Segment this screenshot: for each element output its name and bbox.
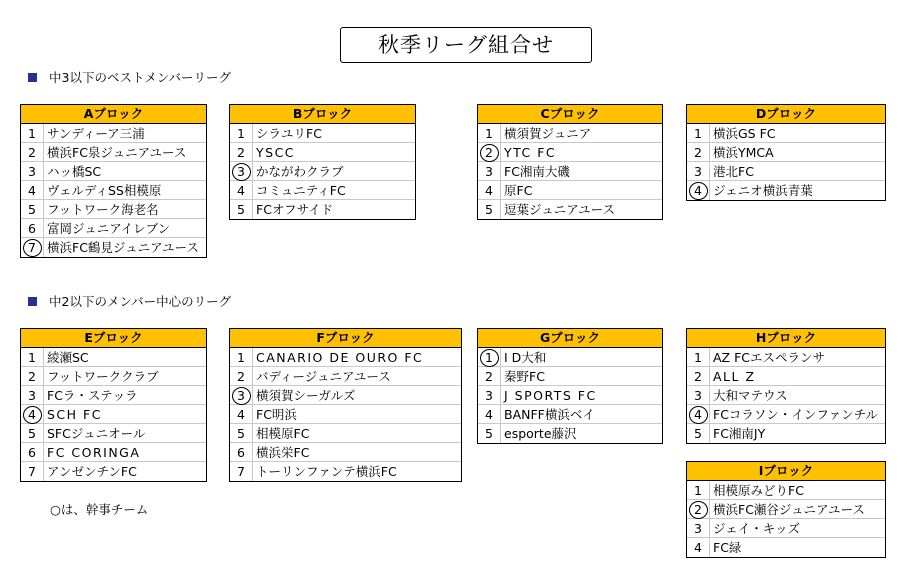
- team-number: 1: [21, 124, 44, 142]
- team-name: SFCジュニオール: [47, 426, 146, 441]
- block-i: [686, 461, 886, 558]
- team-number: 2: [230, 143, 253, 161]
- team-name: 相模原みどりFC: [713, 483, 804, 498]
- team-name: ヴェルディSS相模原: [47, 183, 162, 198]
- team-row: [21, 143, 206, 162]
- block-header: Dブロック: [687, 105, 885, 124]
- team-name: 大和マテウス: [713, 388, 788, 403]
- team-number: 6: [230, 443, 253, 461]
- team-name: ハッ橋SC: [47, 164, 102, 179]
- team-row: [478, 405, 662, 424]
- team-row: [478, 348, 662, 367]
- team-number: 1: [687, 348, 710, 366]
- team-name: コミュニティFC: [256, 183, 346, 198]
- block-c: [477, 104, 663, 220]
- team-number: 4: [687, 538, 710, 557]
- host-team-number: 1: [478, 348, 501, 366]
- team-number: 5: [230, 424, 253, 442]
- host-team-number: 2: [478, 143, 501, 161]
- host-team-number: 3: [230, 162, 253, 180]
- team-row: [687, 424, 885, 443]
- team-name: FCラ・ステッラ: [47, 388, 138, 403]
- host-team-number: 2: [687, 500, 710, 518]
- host-team-note: ○は、幹事チーム: [50, 502, 149, 517]
- team-row: [687, 367, 885, 386]
- team-row: [687, 519, 885, 538]
- team-number: 3: [687, 386, 710, 404]
- team-row: [478, 386, 662, 405]
- team-number: 2: [687, 367, 710, 385]
- team-row: [478, 367, 662, 386]
- team-name: トーリンファンテ横浜FC: [256, 464, 397, 479]
- team-name: SCH FC: [47, 407, 102, 422]
- team-number: 6: [21, 219, 44, 237]
- block-d: [686, 104, 886, 201]
- team-row: [478, 424, 662, 443]
- team-name: FCコラソン・インファンチル: [713, 407, 879, 422]
- section-label: 中3以下のベストメンバーリーグ: [49, 70, 231, 85]
- team-number: 4: [478, 181, 501, 199]
- team-number: 3: [21, 386, 44, 404]
- block-header: Bブロック: [230, 105, 415, 124]
- team-number: 1: [230, 348, 253, 366]
- team-name: 綾瀬SC: [47, 350, 89, 365]
- team-number: 4: [21, 181, 44, 199]
- team-number: 3: [687, 162, 710, 180]
- team-name: 横浜栄FC: [256, 445, 310, 460]
- team-name: サンディーア三浦: [47, 126, 145, 141]
- team-name: 港北FC: [713, 164, 754, 179]
- team-name: バディージュニアユース: [256, 369, 391, 384]
- team-number: 3: [687, 519, 710, 537]
- team-name: かながわクラブ: [256, 164, 344, 179]
- team-row: [21, 124, 206, 143]
- team-row: [478, 162, 662, 181]
- team-row: [230, 162, 415, 181]
- team-name: 横浜FC泉ジュニアユース: [47, 145, 187, 160]
- team-name: YSCC: [256, 145, 296, 160]
- team-number: 5: [230, 200, 253, 219]
- page-title: 秋季リーグ組合せ: [340, 27, 592, 63]
- block-f: [229, 328, 462, 482]
- team-row: [687, 481, 885, 500]
- team-row: [21, 181, 206, 200]
- team-number: 5: [21, 424, 44, 442]
- section-heading-u14: [28, 294, 231, 310]
- team-row: [230, 424, 461, 443]
- team-name: フットワーク海老名: [47, 202, 159, 217]
- team-row: [230, 200, 415, 219]
- team-number: 3: [21, 162, 44, 180]
- team-row: [478, 124, 662, 143]
- team-name: 相模原FC: [256, 426, 310, 441]
- host-team-number: 3: [230, 386, 253, 404]
- team-number: 5: [21, 200, 44, 218]
- team-name: J SPORTS FC: [504, 388, 597, 403]
- team-row: [21, 219, 206, 238]
- team-row: [21, 348, 206, 367]
- block-header: Aブロック: [21, 105, 206, 124]
- team-name: 横須賀ジュニア: [504, 126, 592, 141]
- team-row: [687, 538, 885, 557]
- team-row: [21, 162, 206, 181]
- team-row: [687, 124, 885, 143]
- team-name: 横浜FC瀬谷ジュニアユース: [713, 502, 865, 517]
- team-row: [230, 386, 461, 405]
- team-row: [21, 462, 206, 481]
- team-row: [687, 386, 885, 405]
- team-row: [21, 443, 206, 462]
- team-row: [230, 443, 461, 462]
- team-row: [687, 143, 885, 162]
- team-name: シラユリFC: [256, 126, 322, 141]
- block-header: Iブロック: [687, 462, 885, 481]
- block-h: [686, 328, 886, 444]
- team-row: [230, 367, 461, 386]
- team-name: BANFF横浜ベイ: [504, 407, 595, 422]
- team-number: 4: [478, 405, 501, 423]
- team-row: [230, 143, 415, 162]
- team-name: CANARIO DE OURO FC: [256, 350, 424, 365]
- team-number: 2: [21, 367, 44, 385]
- team-row: [21, 386, 206, 405]
- team-name: 秦野FC: [504, 369, 545, 384]
- team-number: 1: [230, 124, 253, 142]
- team-row: [21, 424, 206, 443]
- team-name: YTC FC: [504, 145, 557, 160]
- team-number: 2: [478, 367, 501, 385]
- section-heading-u15: [28, 70, 231, 86]
- team-number: 1: [478, 124, 501, 142]
- block-b: [229, 104, 416, 220]
- square-bullet-icon: [28, 73, 37, 82]
- team-name: 横浜YMCA: [713, 145, 774, 160]
- team-row: [21, 200, 206, 219]
- section-label: 中2以下のメンバー中心のリーグ: [49, 294, 232, 309]
- team-name: FC湘南大磯: [504, 164, 570, 179]
- team-name: ALL Z: [713, 369, 756, 384]
- team-number: 4: [230, 405, 253, 423]
- team-name: フットワーククラブ: [47, 369, 159, 384]
- block-header: Fブロック: [230, 329, 461, 348]
- team-number: 5: [478, 424, 501, 443]
- team-number: 6: [21, 443, 44, 461]
- block-header: Hブロック: [687, 329, 885, 348]
- team-name: FCオフサイド: [256, 202, 334, 217]
- team-name: 横浜GS FC: [713, 126, 776, 141]
- team-name: FC湘南JY: [713, 426, 766, 441]
- team-name: 原FC: [504, 183, 533, 198]
- team-name: 横須賀シーガルズ: [256, 388, 356, 403]
- team-number: 3: [478, 162, 501, 180]
- team-number: 1: [21, 348, 44, 366]
- team-number: 2: [21, 143, 44, 161]
- team-row: [230, 348, 461, 367]
- team-number: 4: [230, 181, 253, 199]
- square-bullet-icon: [28, 297, 37, 306]
- team-name: 富岡ジュニアイレブン: [47, 221, 171, 236]
- team-name: ジェイ・キッズ: [713, 521, 801, 536]
- team-name: ジェニオ横浜青葉: [713, 183, 813, 198]
- team-row: [478, 143, 662, 162]
- team-row: [687, 500, 885, 519]
- block-header: Gブロック: [478, 329, 662, 348]
- team-name: 逗葉ジュニアユース: [504, 202, 616, 217]
- team-number: 7: [21, 462, 44, 481]
- team-row: [478, 200, 662, 219]
- team-number: 2: [687, 143, 710, 161]
- team-row: [687, 162, 885, 181]
- team-number: 1: [687, 481, 710, 499]
- block-header: Eブロック: [21, 329, 206, 348]
- host-team-number: 4: [687, 405, 710, 423]
- team-row: [687, 405, 885, 424]
- team-row: [230, 124, 415, 143]
- team-number: 1: [687, 124, 710, 142]
- block-e: [20, 328, 207, 482]
- team-number: 5: [687, 424, 710, 443]
- team-number: 5: [478, 200, 501, 219]
- host-team-number: 4: [687, 181, 710, 200]
- team-name: 横浜FC鶴見ジュニアユース: [47, 240, 199, 255]
- team-number: 2: [230, 367, 253, 385]
- team-row: [21, 367, 206, 386]
- team-name: FC緑: [713, 540, 742, 555]
- block-a: [20, 104, 207, 258]
- team-name: I D大和: [504, 350, 547, 365]
- team-row: [687, 181, 885, 200]
- host-team-number: 4: [21, 405, 44, 423]
- block-g: [477, 328, 663, 444]
- team-name: AZ FCエスペランサ: [713, 350, 826, 365]
- team-name: FC CORINGA: [47, 445, 141, 460]
- team-row: [230, 462, 461, 481]
- team-name: esporte藤沢: [504, 426, 577, 441]
- team-name: FC明浜: [256, 407, 297, 422]
- team-row: [21, 405, 206, 424]
- host-team-number: 7: [21, 238, 44, 257]
- team-row: [478, 181, 662, 200]
- team-number: 3: [478, 386, 501, 404]
- team-row: [21, 238, 206, 257]
- team-row: [230, 181, 415, 200]
- block-header: Cブロック: [478, 105, 662, 124]
- team-name: アンゼンチンFC: [47, 464, 137, 479]
- team-row: [687, 348, 885, 367]
- team-number: 7: [230, 462, 253, 481]
- team-row: [230, 405, 461, 424]
